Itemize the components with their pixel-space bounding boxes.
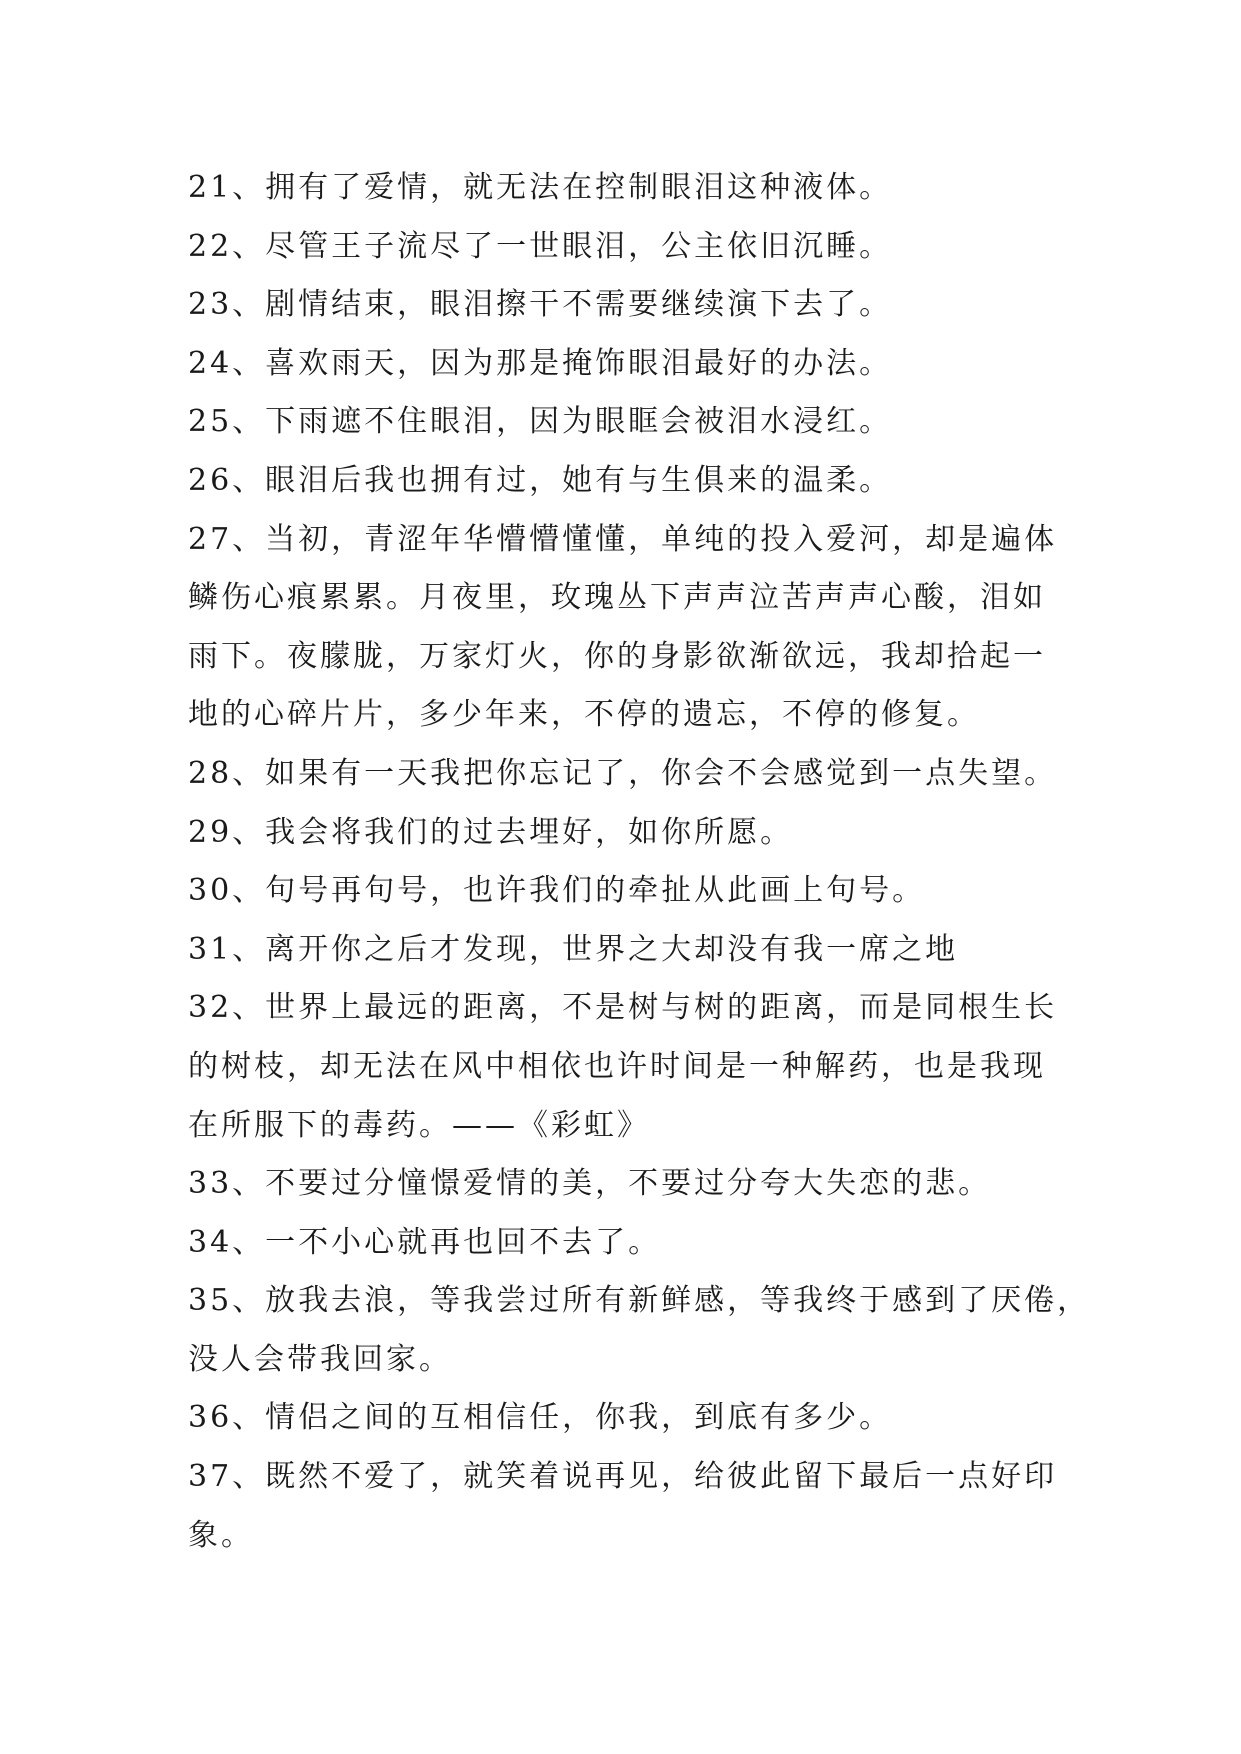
text-line: 37、既然不爱了，就笑着说再见，给彼此留下最后一点好印 bbox=[188, 1459, 1058, 1495]
text-line: 鳞伤心痕累累。月夜里，玫瑰丛下声声泣苦声声心酸，泪如 bbox=[188, 580, 1046, 616]
text-line: 在所服下的毒药。——《彩虹》 bbox=[188, 1107, 650, 1143]
text-line: 的树枝，却无法在风中相依也许时间是一种解药，也是我现 bbox=[188, 1048, 1046, 1084]
text-line: 没人会带我回家。 bbox=[188, 1341, 452, 1377]
text-line: 33、不要过分憧憬爱情的美，不要过分夸大失恋的悲。 bbox=[188, 1166, 992, 1202]
text-line: 34、一不小心就再也回不去了。 bbox=[188, 1224, 662, 1260]
text-line: 31、离开你之后才发现，世界之大却没有我一席之地 bbox=[188, 931, 959, 967]
text-line: 地的心碎片片，多少年来，不停的遗忘，不停的修复。 bbox=[188, 697, 980, 733]
text-line: 21、拥有了爱情，就无法在控制眼泪这种液体。 bbox=[188, 170, 893, 205]
text-line: 25、下雨遮不住眼泪，因为眼眶会被泪水浸红。 bbox=[188, 404, 893, 440]
text-line: 26、眼泪后我也拥有过，她有与生俱来的温柔。 bbox=[188, 462, 893, 498]
text-line: 35、放我去浪，等我尝过所有新鲜感，等我终于感到了厌倦， bbox=[188, 1283, 1091, 1319]
text-line: 32、世界上最远的距离，不是树与树的距离，而是同根生长 bbox=[188, 990, 1058, 1026]
text-line: 22、尽管王子流尽了一世眼泪，公主依旧沉睡。 bbox=[188, 228, 893, 264]
text-line: 雨下。夜朦胧，万家灯火，你的身影欲渐欲远，我却拾起一 bbox=[188, 638, 1046, 674]
text-line: 28、如果有一天我把你忘记了，你会不会感觉到一点失望。 bbox=[188, 755, 1058, 791]
document-body bbox=[188, 159, 1091, 1565]
text-line: 象。 bbox=[188, 1517, 254, 1553]
text-line: 29、我会将我们的过去埋好，如你所愿。 bbox=[188, 814, 794, 850]
text-line: 30、句号再句号，也许我们的牵扯从此画上句号。 bbox=[188, 873, 926, 909]
text-line: 27、当初，青涩年华懵懵懂懂，单纯的投入爱河，却是遍体 bbox=[188, 521, 1058, 557]
text-line: 23、剧情结束，眼泪擦干不需要继续演下去了。 bbox=[188, 287, 893, 323]
text-line: 24、喜欢雨天，因为那是掩饰眼泪最好的办法。 bbox=[188, 345, 893, 381]
text-line: 36、情侣之间的互相信任，你我，到底有多少。 bbox=[188, 1400, 893, 1436]
